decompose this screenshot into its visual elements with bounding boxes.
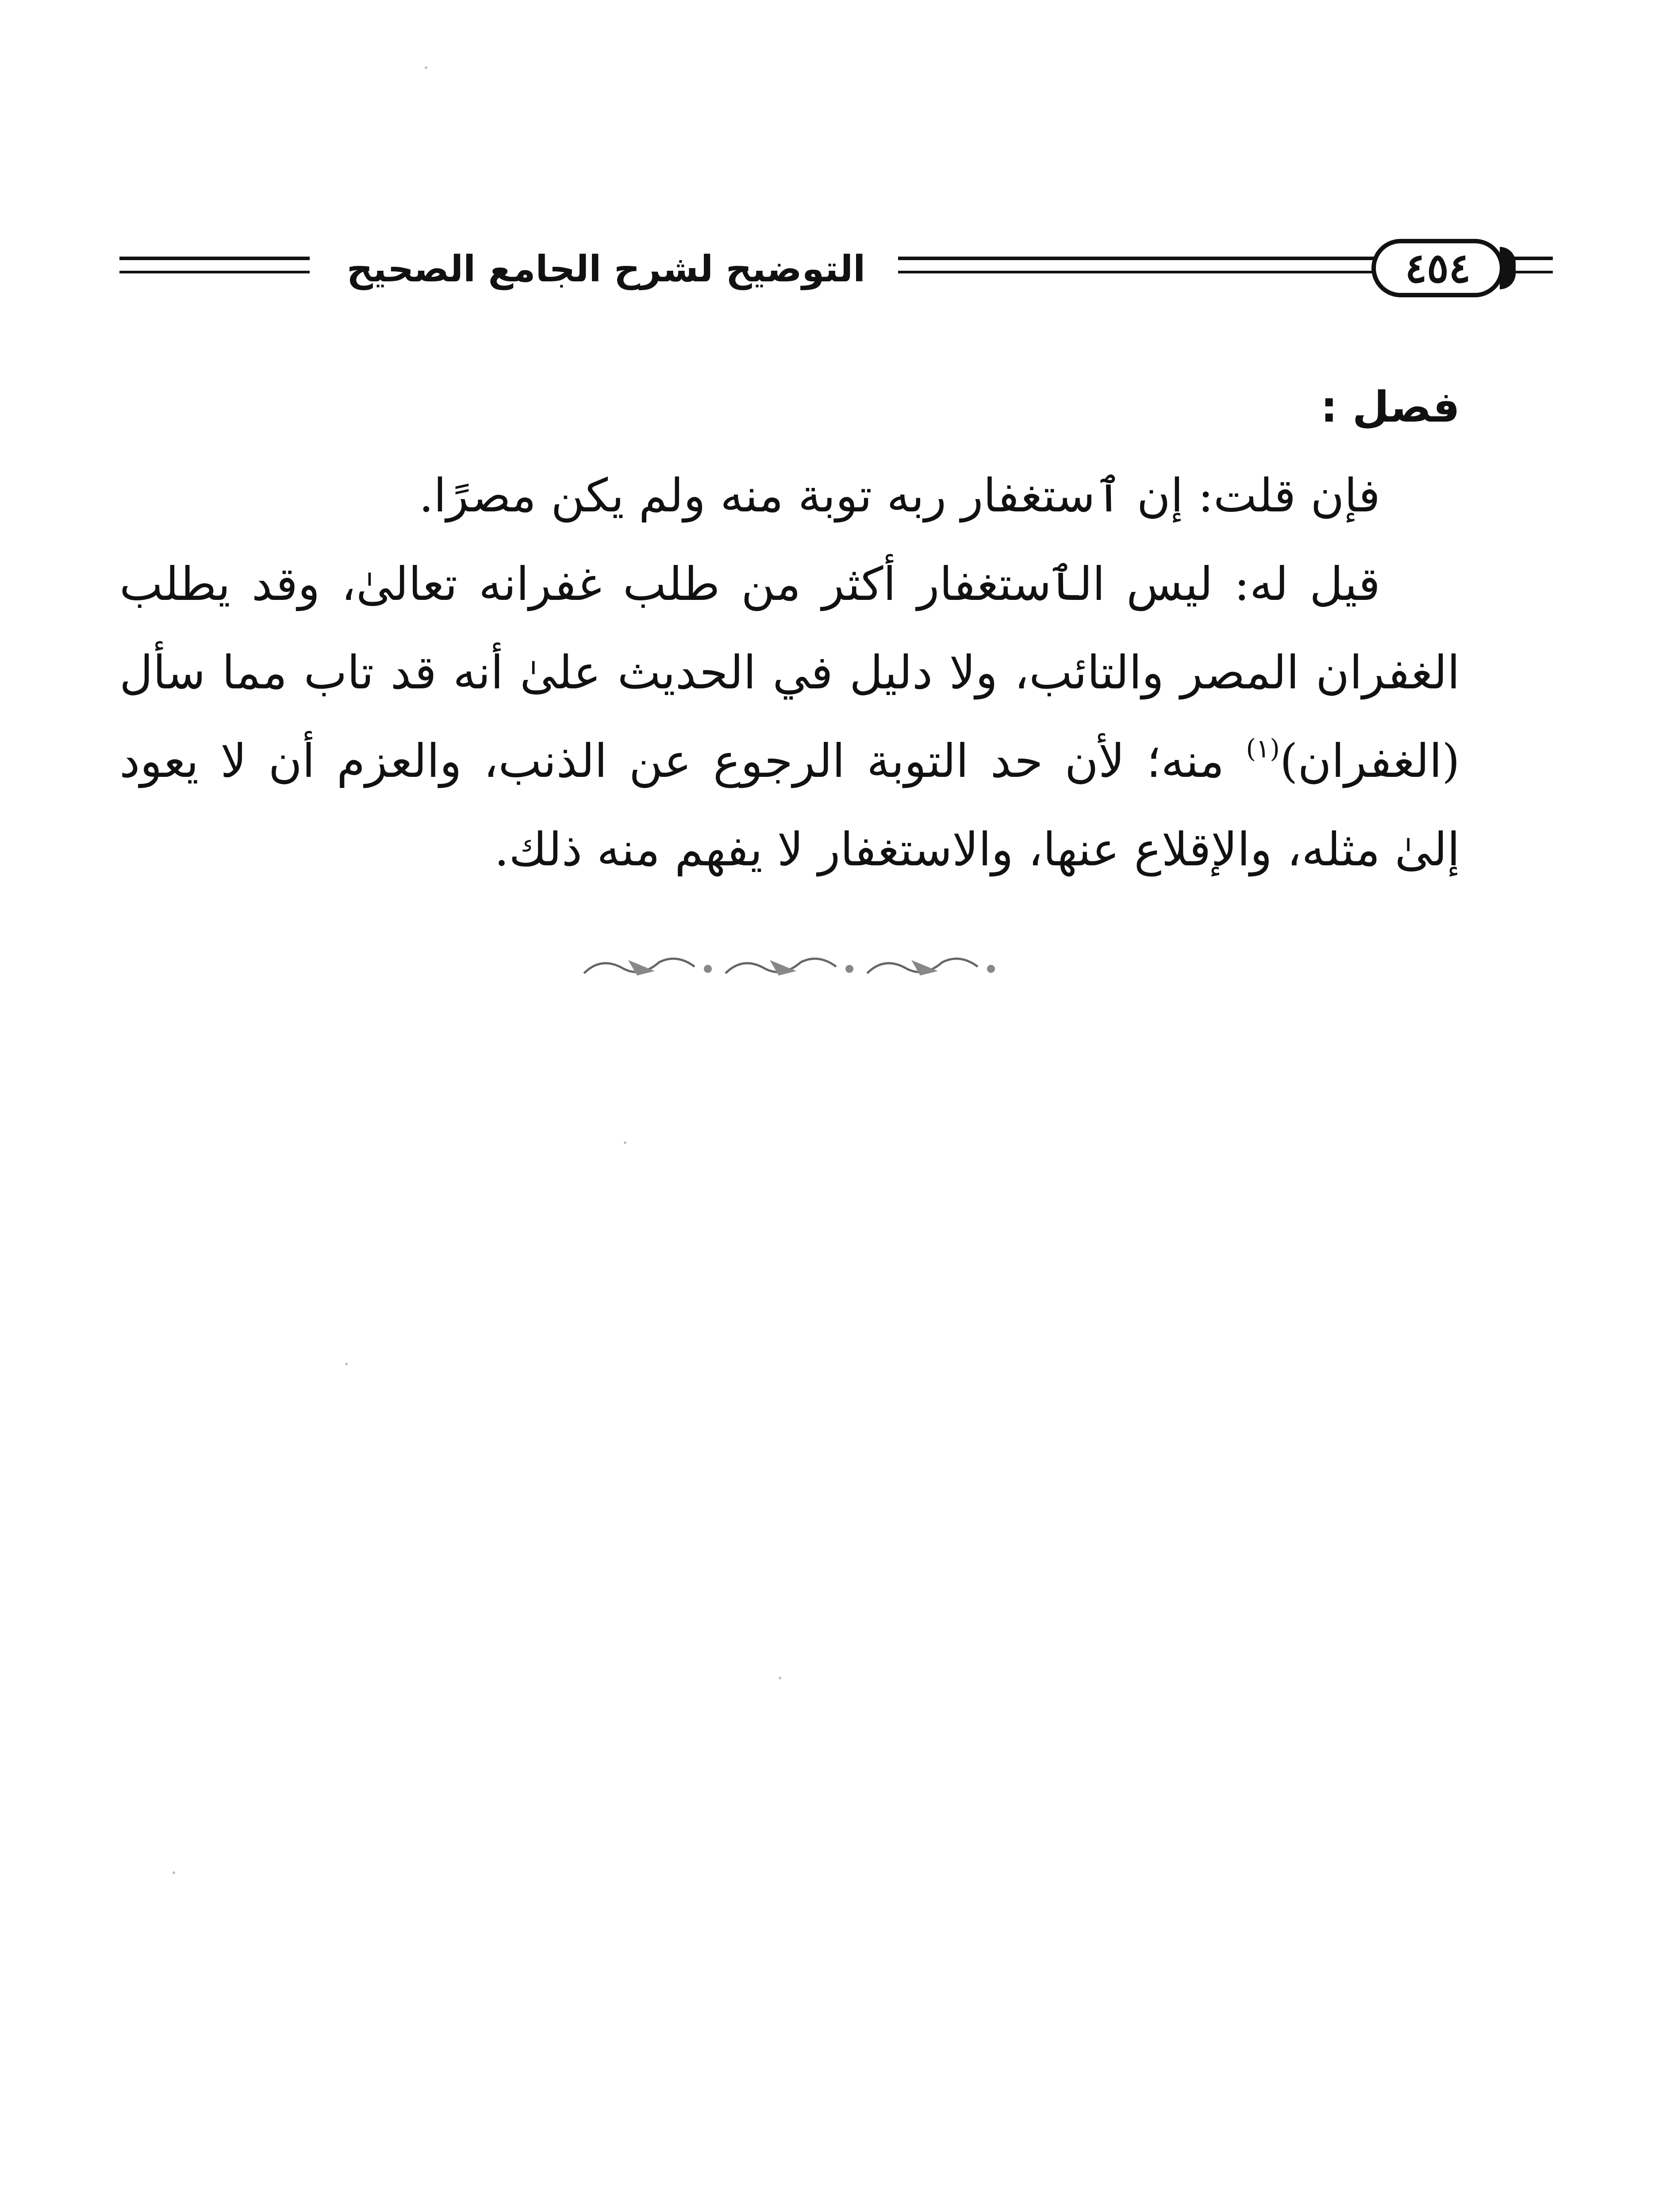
paragraph-2 xyxy=(119,540,1460,894)
page-number: ٤٥٤ xyxy=(1405,244,1471,292)
header-rule-mid-bottom xyxy=(898,271,1376,273)
paragraph-2-part-2: منه؛ لأن حد التوبة الرجوع عن الذنب، والعزم أن لا يعود إلىٰ مثله، والإقلاع عنها، والاستغفار لا يفهم منه ذلك. xyxy=(119,734,1460,876)
footnote-marker[interactable]: (١) xyxy=(1246,733,1280,764)
scan-speck xyxy=(425,66,427,69)
main-text xyxy=(119,363,1460,894)
paragraph-2-part-1: قيل له: ليس الٱستغفار أكثر من طلب غفرانه تعالىٰ، وقد يطلب الغفران المصر والتائب، ولا دليل في الحديث علىٰ أنه قد تاب مما سأل (الغفران) xyxy=(119,557,1460,788)
page-number-badge xyxy=(1371,239,1504,297)
header-rule-right-top xyxy=(1513,257,1553,260)
header-rule-right-bottom xyxy=(1513,271,1553,273)
header-rule-mid-top xyxy=(898,257,1376,260)
scan-speck xyxy=(173,1871,175,1874)
header-rule-left-bottom xyxy=(119,271,310,273)
paragraph-1: فإن قلت: إن ٱستغفار ربه توبة منه ولم يكن مصرًا. xyxy=(419,469,1380,522)
scan-speck xyxy=(345,1363,348,1365)
scan-speck xyxy=(779,1677,781,1679)
section-title: فصل : xyxy=(1321,382,1460,432)
running-header xyxy=(119,221,1471,310)
book-title: التوضيح لشرح الجامع الصحيح xyxy=(346,248,866,290)
page-number-badge-tip xyxy=(1500,247,1516,289)
section-end-ornament xyxy=(575,951,1009,982)
scan-speck xyxy=(624,1141,626,1144)
header-rule-left-top xyxy=(119,257,310,260)
